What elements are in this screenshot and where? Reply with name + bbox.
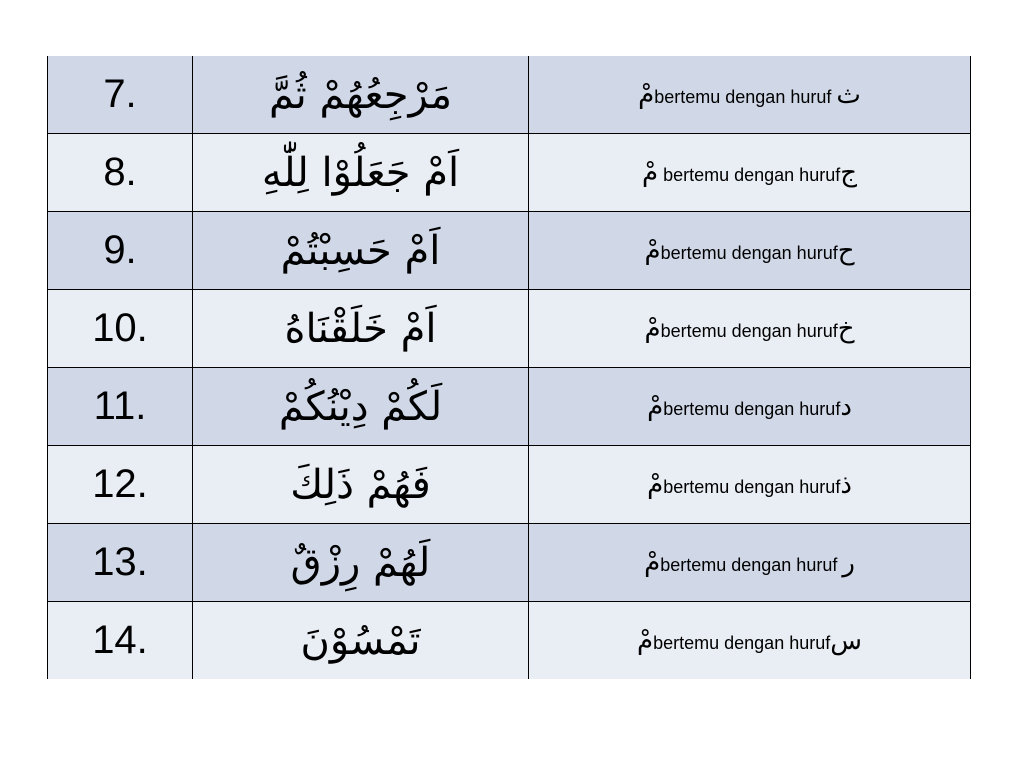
row-number-cell bbox=[48, 524, 193, 602]
row-number-cell bbox=[48, 56, 193, 134]
table-row bbox=[48, 212, 971, 290]
idzhar-syafawi-table bbox=[47, 56, 971, 679]
mim-sukun: مْ bbox=[647, 391, 664, 422]
description-text: bertemu dengan huruf bbox=[654, 86, 837, 107]
description-text: bertemu dengan huruf bbox=[663, 398, 841, 419]
description bbox=[647, 469, 852, 500]
arabic-example: اَمْ جَعَلُوْا لِلّٰهِ bbox=[261, 149, 460, 196]
row-number-cell bbox=[48, 290, 193, 368]
row-number-cell bbox=[48, 368, 193, 446]
description-text: bertemu dengan huruf bbox=[653, 632, 831, 653]
huruf-letter: ر bbox=[842, 547, 855, 578]
row-number-cell bbox=[48, 134, 193, 212]
row-number-cell bbox=[48, 602, 193, 680]
huruf-letter: ذ bbox=[840, 469, 852, 500]
table-row bbox=[48, 290, 971, 368]
table-row bbox=[48, 524, 971, 602]
arabic-example: اَمْ حَسِبْتُمْ bbox=[280, 227, 441, 274]
table-row bbox=[48, 134, 971, 212]
description-text: bertemu dengan huruf bbox=[660, 242, 838, 263]
description-text: bertemu dengan huruf bbox=[660, 554, 843, 575]
row-number-cell bbox=[48, 446, 193, 524]
description-cell bbox=[529, 602, 971, 680]
arabic-example: اَمْ خَلَقْنَاهُ bbox=[284, 305, 437, 352]
arabic-example: لَهُمْ رِزْقٌ bbox=[290, 539, 431, 586]
huruf-letter: ث bbox=[836, 79, 861, 110]
description-text: bertemu dengan huruf bbox=[663, 476, 841, 497]
ayat-cell bbox=[193, 524, 529, 602]
row-number: 14. bbox=[92, 618, 148, 662]
row-number: 13. bbox=[92, 540, 148, 584]
row-number: 12. bbox=[92, 462, 148, 506]
description-text: bertemu dengan huruf bbox=[660, 320, 838, 341]
mim-sukun: مْ bbox=[644, 313, 661, 344]
table-row bbox=[48, 56, 971, 134]
table-row bbox=[48, 602, 971, 680]
huruf-letter: س bbox=[830, 625, 862, 656]
description-cell bbox=[529, 290, 971, 368]
row-number: 7. bbox=[103, 72, 137, 116]
huruf-letter: ج bbox=[840, 157, 858, 188]
mim-sukun: مْ bbox=[641, 157, 659, 188]
ayat-cell bbox=[193, 602, 529, 680]
table-row bbox=[48, 446, 971, 524]
arabic-example: لَكُمْ دِيْنُكُمْ bbox=[278, 383, 443, 430]
description bbox=[637, 625, 862, 656]
description-cell bbox=[529, 524, 971, 602]
arabic-example: مَرْجِعُهُمْ ثُمَّ bbox=[268, 71, 453, 118]
mim-sukun: مْ bbox=[644, 547, 661, 578]
description bbox=[644, 547, 855, 578]
ayat-cell bbox=[193, 56, 529, 134]
description bbox=[644, 313, 855, 344]
description-cell bbox=[529, 446, 971, 524]
row-number-cell bbox=[48, 212, 193, 290]
arabic-example: فَهُمْ ذَلِكَ bbox=[290, 461, 431, 508]
ayat-cell bbox=[193, 134, 529, 212]
row-number: 10. bbox=[92, 306, 148, 350]
mim-sukun: مْ bbox=[647, 469, 664, 500]
huruf-letter: ح bbox=[837, 235, 855, 266]
description-cell bbox=[529, 368, 971, 446]
ayat-cell bbox=[193, 290, 529, 368]
mim-sukun: مْ bbox=[637, 625, 654, 656]
description-text: bertemu dengan huruf bbox=[658, 164, 841, 185]
huruf-letter: د bbox=[840, 391, 852, 422]
description-cell bbox=[529, 212, 971, 290]
row-number: 8. bbox=[103, 150, 137, 194]
description bbox=[647, 391, 852, 422]
huruf-letter: خ bbox=[837, 313, 855, 344]
description bbox=[638, 79, 861, 110]
arabic-example: تَمْسُوْنَ bbox=[300, 617, 421, 664]
table-row bbox=[48, 368, 971, 446]
description bbox=[644, 235, 855, 266]
description-cell bbox=[529, 134, 971, 212]
description bbox=[641, 157, 858, 188]
ayat-cell bbox=[193, 212, 529, 290]
mim-sukun: مْ bbox=[638, 79, 655, 110]
ayat-cell bbox=[193, 446, 529, 524]
ayat-cell bbox=[193, 368, 529, 446]
description-cell bbox=[529, 56, 971, 134]
row-number: 11. bbox=[93, 384, 147, 428]
row-number: 9. bbox=[103, 228, 137, 272]
mim-sukun: مْ bbox=[644, 235, 661, 266]
